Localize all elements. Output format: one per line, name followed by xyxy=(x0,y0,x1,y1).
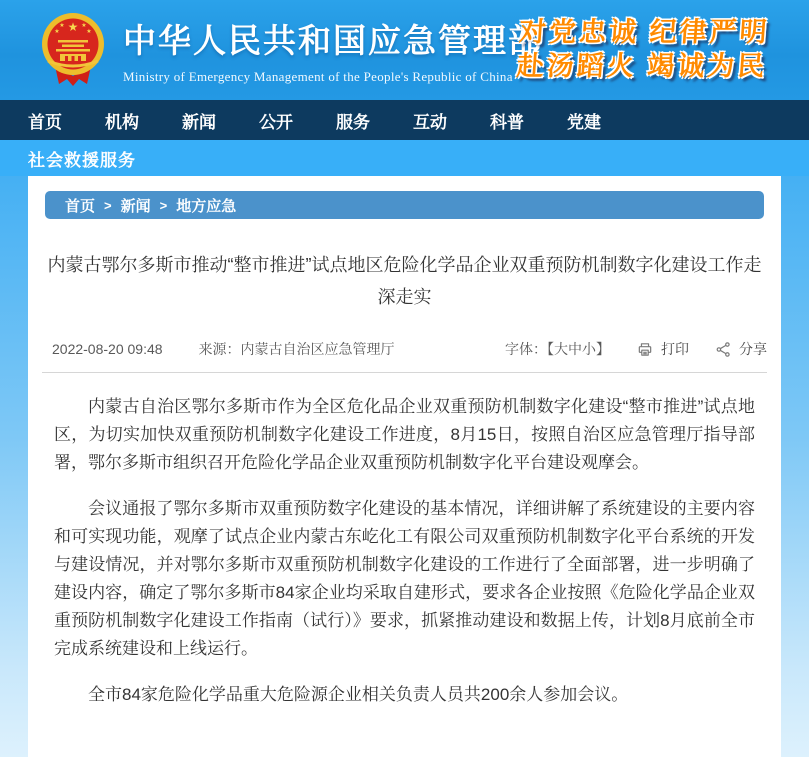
paragraph-3: 全市84家危险化学品重大危险源企业相关负责人员共200余人参加会议。 xyxy=(88,685,629,704)
header-slogan xyxy=(516,15,771,83)
font-size-control xyxy=(505,339,610,359)
article-tools xyxy=(505,339,767,359)
font-size-large[interactable]: 大 xyxy=(554,341,568,357)
font-size-medium[interactable]: 中 xyxy=(568,341,582,357)
printer-icon xyxy=(636,341,654,358)
print-label: 打印 xyxy=(661,341,689,357)
nav-item-organization[interactable]: 机构 xyxy=(105,112,139,132)
nav-item-services[interactable]: 服务 xyxy=(336,112,370,132)
subnav-title[interactable]: 社会救援服务 xyxy=(28,150,136,170)
site-title: 中华人民共和国应急管理部 xyxy=(123,22,543,59)
font-size-small[interactable]: 小 xyxy=(582,341,596,357)
nav-item-disclosure[interactable]: 公开 xyxy=(259,112,293,132)
source-value: 内蒙古自治区应急管理厅 xyxy=(240,341,395,357)
share-icon xyxy=(715,341,732,358)
svg-text:★: ★ xyxy=(81,23,87,29)
article-body xyxy=(42,373,767,709)
content-panel xyxy=(28,176,781,757)
subnav-bar xyxy=(0,140,809,176)
breadcrumb-separator: > xyxy=(104,197,112,213)
nav-item-news[interactable]: 新闻 xyxy=(182,112,216,132)
paragraph-1: 内蒙古自治区鄂尔多斯市作为全区危化品企业双重预防机制数字化建设“整市推进”试点地区，为切实加快双重预防机制数字化建设工作进度，8月15日，按照自治区应急管理厅指导部署，鄂尔多斯市组织召开危险化学品企业双重预防机制数字化平台建设观摩会。 xyxy=(54,397,755,472)
share-label: 分享 xyxy=(739,341,767,357)
slogan-line-2: 赴汤蹈火 竭诚为民 xyxy=(516,51,769,81)
svg-text:★: ★ xyxy=(54,29,60,35)
svg-text:★: ★ xyxy=(59,23,65,29)
source-label: 来源： xyxy=(198,341,241,357)
article-source xyxy=(199,339,395,359)
font-size-bracket-open: 【 xyxy=(547,341,554,357)
print-button[interactable] xyxy=(636,339,689,359)
share-button[interactable] xyxy=(715,339,767,359)
breadcrumb-separator: > xyxy=(159,197,168,213)
site-brand[interactable] xyxy=(38,10,543,90)
breadcrumb-news[interactable]: 新闻 xyxy=(120,197,151,215)
nav-item-party[interactable]: 党建 xyxy=(567,112,601,132)
breadcrumb-home[interactable]: 首页 xyxy=(65,197,96,215)
nav-item-home[interactable]: 首页 xyxy=(28,112,62,132)
breadcrumb-current: 地方应急 xyxy=(176,197,237,215)
site-subtitle-en: Ministry of Emergency Management of the People's Republic of China xyxy=(123,69,513,84)
nav-item-interaction[interactable]: 互动 xyxy=(413,112,447,132)
main-nav xyxy=(0,100,809,140)
article-meta xyxy=(52,339,767,359)
brand-text xyxy=(123,15,543,85)
content-background xyxy=(0,176,809,757)
national-emblem-icon xyxy=(38,10,108,90)
font-size-bracket-close: 】 xyxy=(596,341,610,357)
slogan-line-1: 对党忠诚 纪律严明 xyxy=(518,17,772,47)
site-header xyxy=(0,0,809,100)
svg-text:★: ★ xyxy=(67,20,79,34)
font-size-label: 字体： xyxy=(505,341,547,357)
article-title: 内蒙古鄂尔多斯市推动“整市推进”试点地区危险化学品企业双重预防机制数字化建设工作走深走实 xyxy=(47,255,762,307)
publish-date: 2022-08-20 09:48 xyxy=(52,341,163,357)
nav-item-science[interactable]: 科普 xyxy=(490,112,524,132)
paragraph-2: 会议通报了鄂尔多斯市双重预防数字化建设的基本情况，详细讲解了系统建设的主要内容和可实现功能，观摩了试点企业内蒙古东屹化工有限公司双重预防机制数字化平台系统的开发与建设情况，并对鄂尔多斯市双重预防机制数字化建设的工作进行了全面部署，进一步明确了建设内容，确定了鄂尔多斯市84家企业均采取自建形式，要求各企业按照《危险化学品企业双重预防机制数字化建设工作指南（试行）》要求，抓紧推动建设和数据上传，计划8月底前全市完成系统建设和上线运行。 xyxy=(54,499,755,658)
svg-text:★: ★ xyxy=(86,29,92,35)
breadcrumb xyxy=(45,191,764,219)
